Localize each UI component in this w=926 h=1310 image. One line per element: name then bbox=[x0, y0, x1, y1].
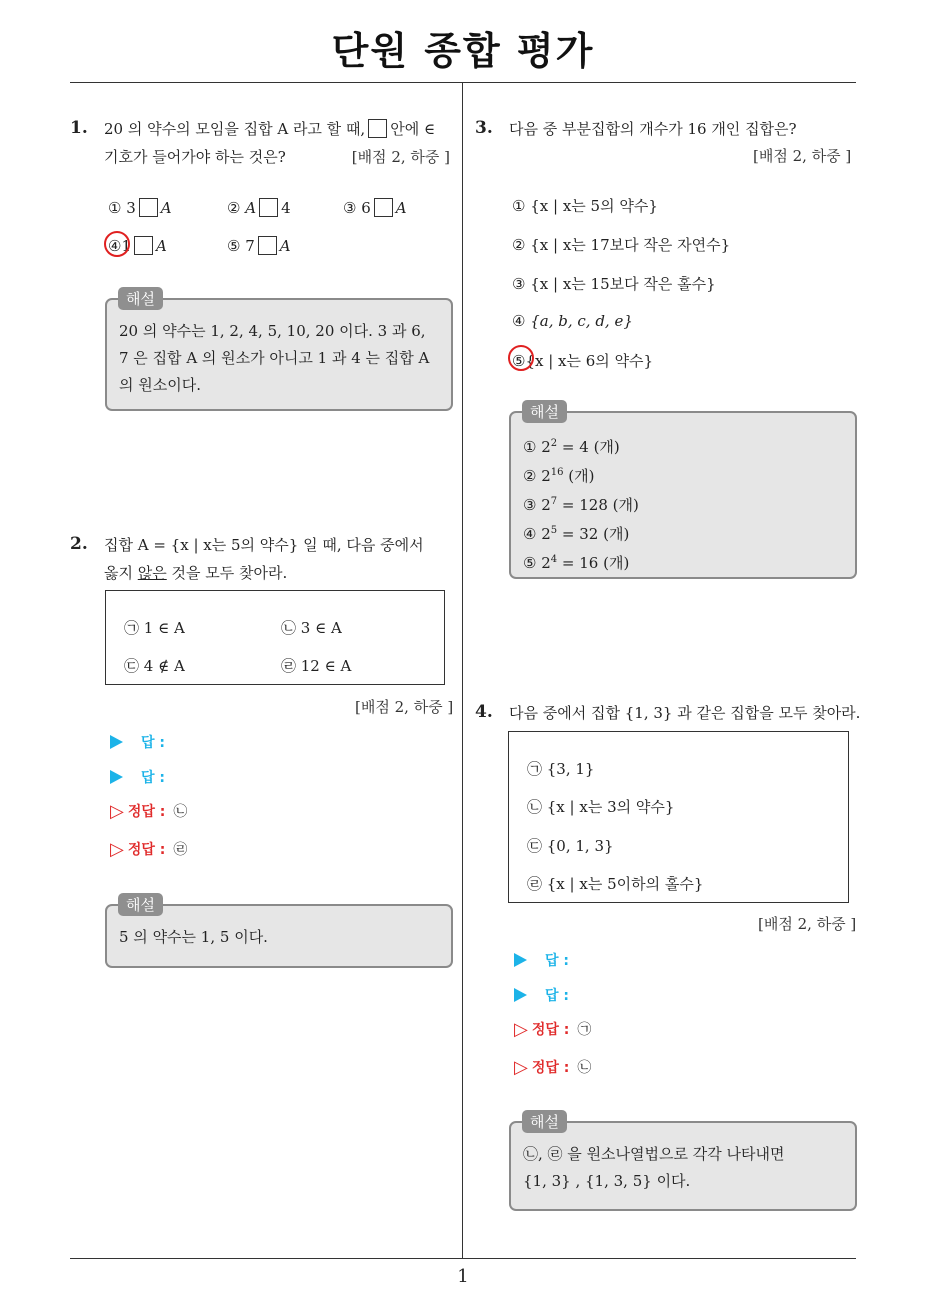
option-2[interactable]: ② A 4 bbox=[227, 199, 291, 217]
question-2-line1: 집합 A = {x | x는 5의 약수} 일 때, 다음 중에서 bbox=[104, 536, 424, 554]
option-5[interactable]: ⑤ 7 A bbox=[227, 237, 291, 255]
header-rule bbox=[70, 82, 856, 83]
statement-item: ㉡ 3 ∈ A bbox=[281, 619, 342, 637]
option-3[interactable]: ③ {x | x는 15보다 작은 홀수} bbox=[512, 275, 716, 293]
blank-box bbox=[134, 236, 153, 255]
option-2[interactable]: ② {x | x는 17보다 작은 자연수} bbox=[512, 236, 731, 254]
question-number: 4. bbox=[475, 702, 493, 722]
answer-slot[interactable]: 답 : bbox=[110, 767, 165, 787]
explanation-line: ③ $2^7 = 128$ (개) bbox=[523, 496, 639, 514]
option-4[interactable]: ④1 A bbox=[108, 237, 167, 255]
explanation-line: ⑤ $2^4 = 16$ (개) bbox=[523, 554, 630, 572]
explanation-line: ② $2^{16}$ (개) bbox=[523, 467, 595, 485]
statement-item: ㉢ 4 ∉ A bbox=[124, 657, 185, 675]
question-4-text: 다음 중에서 집합 {1, 3} 과 같은 집합을 모두 찾아라. bbox=[509, 704, 861, 722]
selected-answer-circle bbox=[104, 231, 130, 257]
blank-box bbox=[139, 198, 158, 217]
outline-arrow-icon: ▷ bbox=[514, 1019, 528, 1040]
explanation-tag: 해설 bbox=[522, 1110, 567, 1133]
statement-item: ㉠ 1 ∈ A bbox=[124, 619, 185, 637]
outline-arrow-icon: ▷ bbox=[110, 801, 124, 822]
statement-box bbox=[508, 731, 849, 903]
play-arrow-icon bbox=[110, 770, 123, 784]
footer-rule bbox=[70, 1258, 856, 1259]
correct-answer: ▷ 정답 : ㉠ bbox=[514, 1019, 592, 1040]
question-1-text bbox=[104, 115, 454, 171]
outline-arrow-icon: ▷ bbox=[514, 1057, 528, 1078]
question-number: 1. bbox=[70, 118, 88, 138]
underlined-word: 않은 bbox=[137, 564, 167, 582]
play-arrow-icon bbox=[514, 988, 527, 1002]
explanation-box bbox=[509, 411, 857, 579]
question-1-line2: 기호가 들어가야 하는 것은? bbox=[104, 148, 286, 166]
score-meta: [배점 2, 하중 ] bbox=[758, 915, 857, 933]
answer-slot[interactable]: 답 : bbox=[110, 732, 165, 752]
explanation-line: ㉡, ㉣ 을 원소나열법으로 각각 나타내면 bbox=[523, 1145, 785, 1163]
question-1-line1-pre: 20 의 약수의 모임을 집합 A 라고 할 때, bbox=[104, 120, 366, 138]
statement-item: ㉡ {x | x는 3의 약수} bbox=[527, 798, 675, 816]
explanation-text: 20 의 약수는 1, 2, 4, 5, 10, 20 이다. 3 과 6, 7 은 집합 A 의 원소가 아니고 1 과 4 는 집합 A 의 원소이다. bbox=[119, 322, 430, 394]
score-meta: [배점 2, 하중 ] bbox=[351, 148, 450, 166]
statement-item: ㉣ 12 ∈ A bbox=[281, 657, 352, 675]
explanation-tag: 해설 bbox=[118, 287, 163, 310]
score-meta: [배점 2, 하중 ] bbox=[753, 147, 852, 165]
selected-answer-circle bbox=[508, 345, 534, 371]
blank-box bbox=[258, 236, 277, 255]
question-2-text: 집합 A = {x | x는 5의 약수} 일 때, 다음 중에서 옳지 않은 것을 모두 찾아라. bbox=[104, 531, 454, 587]
explanation-text: 5 의 약수는 1, 5 이다. bbox=[119, 928, 268, 946]
option-3[interactable]: ③ 6 A bbox=[343, 199, 407, 217]
answer-slot[interactable]: 답 : bbox=[514, 985, 569, 1005]
score-meta: [배점 2, 하중 ] bbox=[355, 698, 454, 716]
question-number: 2. bbox=[70, 534, 88, 554]
question-number: 3. bbox=[475, 118, 493, 138]
statement-item: ㉣ {x | x는 5이하의 홀수} bbox=[527, 875, 704, 893]
question-1-line1-post: 안에 ∈ bbox=[390, 120, 436, 138]
explanation-line: ④ $2^5 = 32$ (개) bbox=[523, 525, 630, 543]
option-1[interactable]: ① 3 A bbox=[108, 199, 172, 217]
play-arrow-icon bbox=[110, 735, 123, 749]
page-number: 1 bbox=[457, 1266, 469, 1287]
statement-item: ㉠ {3, 1} bbox=[527, 760, 595, 778]
explanation-line: ① $2^2 = 4$ (개) bbox=[523, 438, 620, 456]
explanation-line: {1, 3} , {1, 3, 5} 이다. bbox=[523, 1172, 691, 1190]
outline-arrow-icon: ▷ bbox=[110, 839, 124, 860]
explanation-tag: 해설 bbox=[522, 400, 567, 423]
option-5[interactable]: ⑤{x | x는 6의 약수} bbox=[512, 352, 654, 370]
explanation-tag: 해설 bbox=[118, 893, 163, 916]
option-1[interactable]: ① {x | x는 5의 약수} bbox=[512, 197, 658, 215]
column-divider bbox=[462, 83, 463, 1258]
blank-box bbox=[259, 198, 278, 217]
blank-box bbox=[374, 198, 393, 217]
correct-answer: ▷ 정답 : ㉡ bbox=[514, 1057, 592, 1078]
answer-slot[interactable]: 답 : bbox=[514, 950, 569, 970]
explanation-box bbox=[509, 1121, 857, 1211]
explanation-box bbox=[105, 298, 453, 411]
correct-answer: ▷ 정답 : ㉣ bbox=[110, 839, 188, 860]
correct-answer: ▷ 정답 : ㉡ bbox=[110, 801, 188, 822]
page-title: 단원 종합 평가 bbox=[331, 29, 595, 73]
statement-item: ㉢ {0, 1, 3} bbox=[527, 837, 614, 855]
statement-box bbox=[105, 590, 445, 685]
option-4[interactable]: ④ {a, b, c, d, e} bbox=[512, 312, 633, 330]
play-arrow-icon bbox=[514, 953, 527, 967]
blank-box bbox=[368, 119, 387, 138]
question-3-text: 다음 중 부분집합의 개수가 16 개인 집합은? bbox=[509, 120, 797, 138]
